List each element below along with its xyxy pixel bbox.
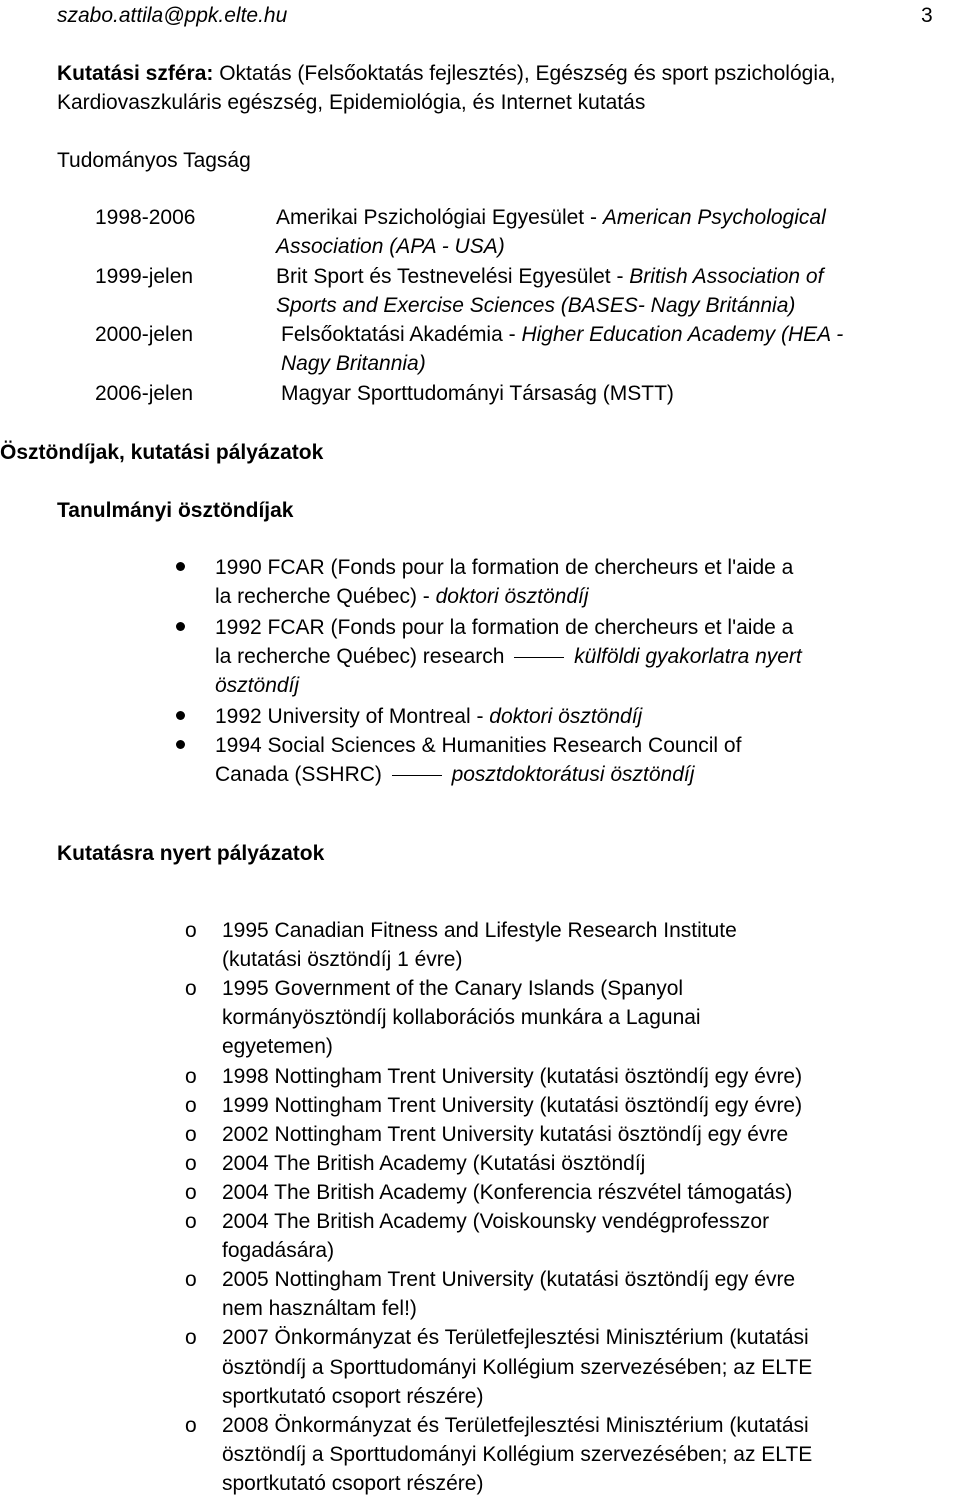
list-marker-icon: o (185, 919, 197, 942)
list-marker-icon: o (185, 1413, 197, 1437)
grants-heading: Ösztöndíjak, kutatási pályázatok (0, 441, 324, 464)
research-grant-item: 2004 The British Academy (Konferencia részvétel támogatás) (222, 1180, 793, 1204)
membership-org-en: American Psychological (602, 206, 826, 229)
membership-years: 2006-jelen (95, 382, 194, 405)
memberships-heading: Tudományos Tagság (57, 149, 251, 172)
research-area-line1 (57, 59, 836, 88)
study-grant-text: la recherche Québec) - (215, 585, 436, 608)
study-grant-type: külföldi gyakorlatra nyert (574, 645, 802, 668)
research-grant-item-cont: nem használtam fel!) (222, 1297, 417, 1321)
research-grant-item-cont: (kutatási ösztöndíj 1 évre) (222, 948, 463, 972)
research-grant-item: 2008 Önkormányzat és Területfejlesztési Minisztérium (kutatási (222, 1413, 809, 1437)
list-marker-icon: o (185, 1064, 197, 1088)
study-grant-type: posztdoktorátusi ösztöndíj (451, 763, 695, 786)
list-marker-icon: o (185, 1326, 197, 1350)
study-grant-text: 1992 University of Montreal - (215, 705, 490, 728)
study-grant-type: doktori ösztöndíj (489, 705, 643, 728)
list-marker-icon: o (185, 1151, 197, 1175)
membership-years: 1999-jelen (95, 265, 194, 288)
research-grant-item: 1995 Government of the Canary Islands (Spanyol (222, 977, 684, 1001)
study-grant-item: 1990 FCAR (Fonds pour la formation de chercheurs et l'aide a (215, 556, 794, 579)
research-grants-heading: Kutatásra nyert pályázatok (57, 842, 325, 865)
research-grant-item-cont: ösztöndíj a Sporttudományi Kollégium szervezésében; az ELTE (222, 1442, 813, 1466)
list-marker-icon: o (185, 1093, 197, 1117)
membership-org-en: British Association of (629, 265, 824, 288)
study-grant-item: 1994 Social Sciences & Humanities Research Council of (215, 734, 742, 757)
study-grant-type: ösztöndíj (215, 674, 300, 697)
membership-org-en2: Association (APA - USA) (276, 235, 505, 258)
research-grant-item-cont: ösztöndíj a Sporttudományi Kollégium szervezésében; az ELTE (222, 1355, 813, 1379)
membership-org-hu: Amerikai Pszichológiai Egyesület - (276, 206, 603, 229)
study-grant-item (215, 702, 642, 731)
study-grant-text: la recherche Québec) research (215, 645, 511, 668)
membership-org-hu: Brit Sport és Testnevelési Egyesület - (276, 265, 630, 288)
research-grant-item: 2004 The British Academy (Voiskounsky vendégprofesszor (222, 1210, 770, 1233)
research-grant-item-cont: sportkutató csoport részére) (222, 1384, 484, 1408)
bullet-icon (176, 562, 185, 571)
research-grant-item: 1995 Canadian Fitness and Lifestyle Research Institute (222, 919, 737, 942)
list-marker-icon: o (185, 1268, 197, 1292)
research-grant-item: 1998 Nottingham Trent University (kutatási ösztöndíj egy évre) (222, 1064, 803, 1088)
study-grant-item-cont (215, 671, 299, 700)
research-grant-item-cont: egyetemen) (222, 1035, 333, 1059)
study-grant-item: 1992 FCAR (Fonds pour la formation de chercheurs et l'aide a (215, 616, 794, 639)
list-marker-icon: o (185, 1180, 197, 1204)
membership-org-en: Higher Education Academy (HEA - (521, 323, 844, 346)
list-marker-icon: o (185, 977, 197, 1001)
research-grant-item: 2002 Nottingham Trent University kutatási ösztöndíj egy évre (222, 1122, 789, 1146)
study-grant-text: Canada (SSHRC) (215, 763, 388, 786)
membership-org: Magyar Sporttudományi Társaság (MSTT) (281, 382, 674, 405)
research-grant-item: 2007 Önkormányzat és Területfejlesztési Minisztérium (kutatási (222, 1326, 809, 1350)
membership-org-cont (276, 232, 505, 261)
research-grant-item-cont: kormányösztöndíj kollaborációs munkára a Lagunai (222, 1006, 701, 1030)
list-marker-icon: o (185, 1122, 197, 1146)
membership-org (276, 262, 823, 291)
dash-line (514, 657, 564, 658)
research-grant-item: 2005 Nottingham Trent University (kutatási ösztöndíj egy évre (222, 1268, 796, 1292)
research-grant-item-cont: fogadására) (222, 1239, 335, 1263)
research-grant-item: 1999 Nottingham Trent University (kutatási ösztöndíj egy évre) (222, 1093, 803, 1117)
membership-org (281, 320, 843, 349)
membership-org-cont (281, 349, 426, 378)
list-marker-icon: o (185, 1210, 197, 1233)
membership-org (276, 203, 826, 232)
bullet-icon (176, 622, 185, 631)
research-area-label: Kutatási szféra: (57, 62, 214, 85)
research-area-line2: Kardiovaszkuláris egészség, Epidemiológia, és Internet kutatás (57, 91, 646, 114)
study-grants-heading: Tanulmányi ösztöndíjak (57, 499, 294, 522)
membership-org-hu: Felsőoktatási Akadémia - (281, 323, 522, 346)
study-grant-item-cont (215, 760, 694, 789)
dash-line (392, 775, 442, 776)
membership-org-en2: Sports and Exercise Sciences (BASES- Nagy Británnia) (276, 294, 796, 317)
membership-years: 2000-jelen (95, 323, 194, 346)
study-grant-item-cont (215, 642, 802, 671)
bullet-icon (176, 740, 185, 749)
research-grant-item: 2004 The British Academy (Kutatási ösztöndíj (222, 1151, 646, 1175)
membership-years: 1998-2006 (95, 206, 196, 229)
study-grant-type: doktori ösztöndíj (435, 585, 589, 608)
study-grant-item-cont (215, 582, 589, 611)
research-area-text1: Oktatás (Felsőoktatás fejlesztés), Egészség és sport pszichológia, (213, 62, 836, 85)
page-number: 3 (921, 4, 933, 27)
membership-org-cont (276, 291, 795, 320)
bullet-icon (176, 711, 185, 720)
author-email[interactable]: szabo.attila@ppk.elte.hu (57, 4, 288, 27)
research-grant-item-cont: sportkutató csoport részére) (222, 1471, 484, 1495)
membership-org-en2: Nagy Britannia) (281, 352, 426, 375)
